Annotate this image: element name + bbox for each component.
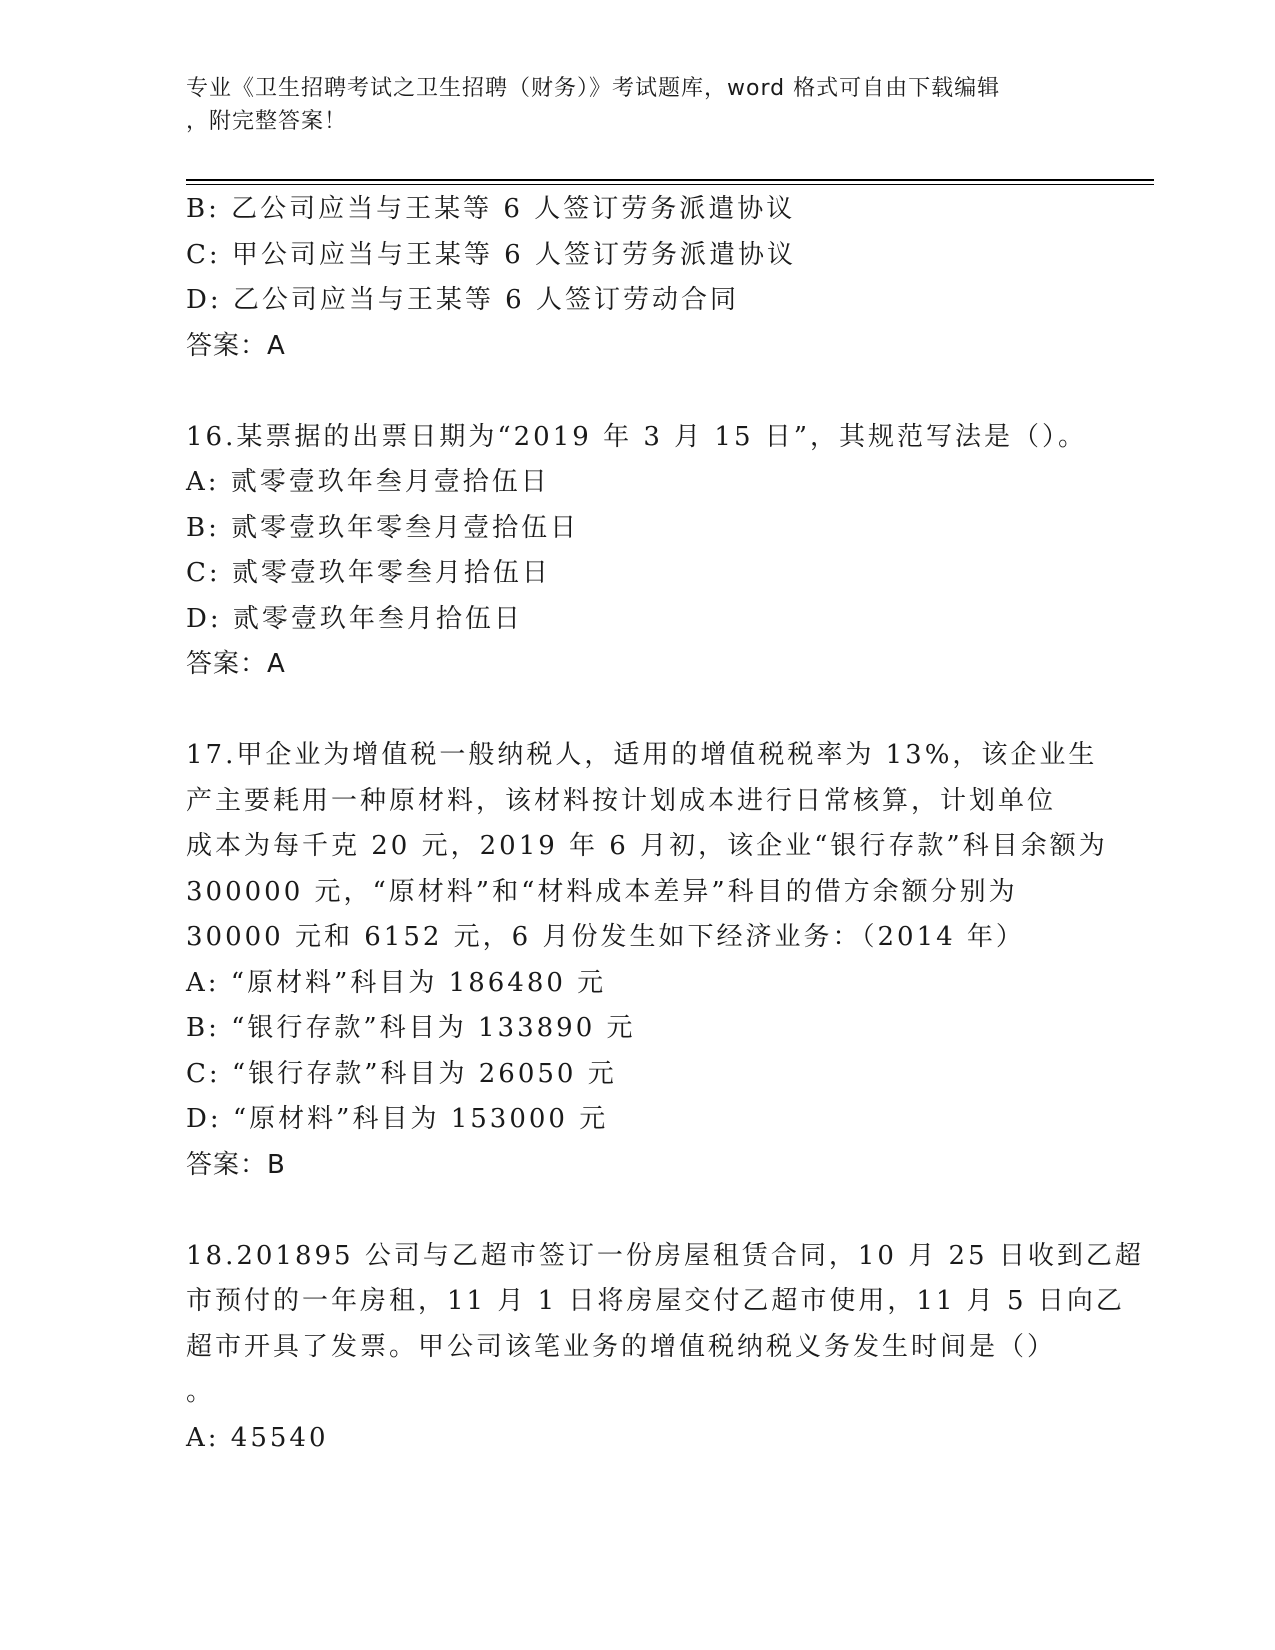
spacer — [186, 369, 1086, 415]
option-b: B: 贰零壹玖年零叁月壹拾伍日 — [186, 512, 580, 543]
question-stem-line: 300000 元，“原材料”和“材料成本差异”科目的借方余额分别为 — [186, 876, 1018, 907]
question-stem-line: 成本为每千克 20 元，2019 年 6 月初，该企业“银行存款”科目余额为 — [186, 831, 1108, 861]
option-d: D: “原材料”科目为 153000 元 — [186, 1104, 609, 1134]
question-stem-line: 产主要耗用一种原材料，该材料按计划成本进行日常核算，计划单位 — [186, 785, 1057, 816]
header-line-1: 专业《卫生招聘考试之卫生招聘（财务）》考试题库，word 格式可自由下载编辑 — [186, 76, 1001, 101]
option-c: C: 贰零壹玖年零叁月拾伍日 — [186, 558, 551, 588]
spacer — [186, 1188, 1086, 1234]
header-rule-thin — [186, 184, 1154, 185]
answer: 答案：A — [186, 330, 286, 361]
option-b: B: 乙公司应当与王某等 6 人签订劳务派遣协议 — [186, 194, 796, 224]
header-rule-thick — [186, 179, 1154, 181]
option-b: B: “银行存款”科目为 133890 元 — [186, 1013, 636, 1043]
option-a: A: “原材料”科目为 186480 元 — [186, 967, 607, 998]
question-16 — [186, 415, 1086, 688]
answer: 答案：A — [186, 649, 286, 679]
question-15 — [186, 187, 1086, 369]
answer: 答案：B — [186, 1149, 286, 1180]
question-17 — [186, 733, 1108, 1188]
question-stem-line: 市预付的一年房租，11 月 1 日将房屋交付乙超市使用，11 月 5 日向乙 — [186, 1286, 1125, 1316]
option-a: A: 45540 — [186, 1422, 329, 1453]
option-d: D: 乙公司应当与王某等 6 人签订劳动合同 — [186, 285, 739, 315]
spacer — [186, 688, 1086, 734]
question-stem-line: 。 — [186, 1377, 216, 1407]
question-stem-line: 超市开具了发票。甲公司该笔业务的增值税纳税义务发生时间是（） — [186, 1331, 1057, 1362]
page-header — [186, 72, 1066, 138]
question-stem: 16.某票据的出票日期为“2019 年 3 月 15 日”，其规范写法是（）。 — [186, 421, 1088, 452]
option-a: A: 贰零壹玖年叁月壹拾伍日 — [186, 467, 550, 497]
option-c: C: “银行存款”科目为 26050 元 — [186, 1058, 617, 1089]
question-18 — [186, 1234, 1144, 1462]
header-line-2: ，附完整答案！ — [186, 109, 348, 134]
question-stem-line: 30000 元和 6152 元，6 月份发生如下经济业务：（2014 年） — [186, 922, 1025, 952]
option-d: D: 贰零壹玖年叁月拾伍日 — [186, 603, 523, 634]
question-stem-line: 18.201895 公司与乙超市签订一份房屋租赁合同，10 月 25 日收到乙超 — [186, 1240, 1144, 1271]
option-c: C: 甲公司应当与王某等 6 人签订劳务派遣协议 — [186, 239, 796, 270]
question-stem-line: 17.甲企业为增值税一般纳税人，适用的增值税税率为 13%，该企业生 — [186, 740, 1098, 770]
question-content — [186, 187, 1144, 1461]
